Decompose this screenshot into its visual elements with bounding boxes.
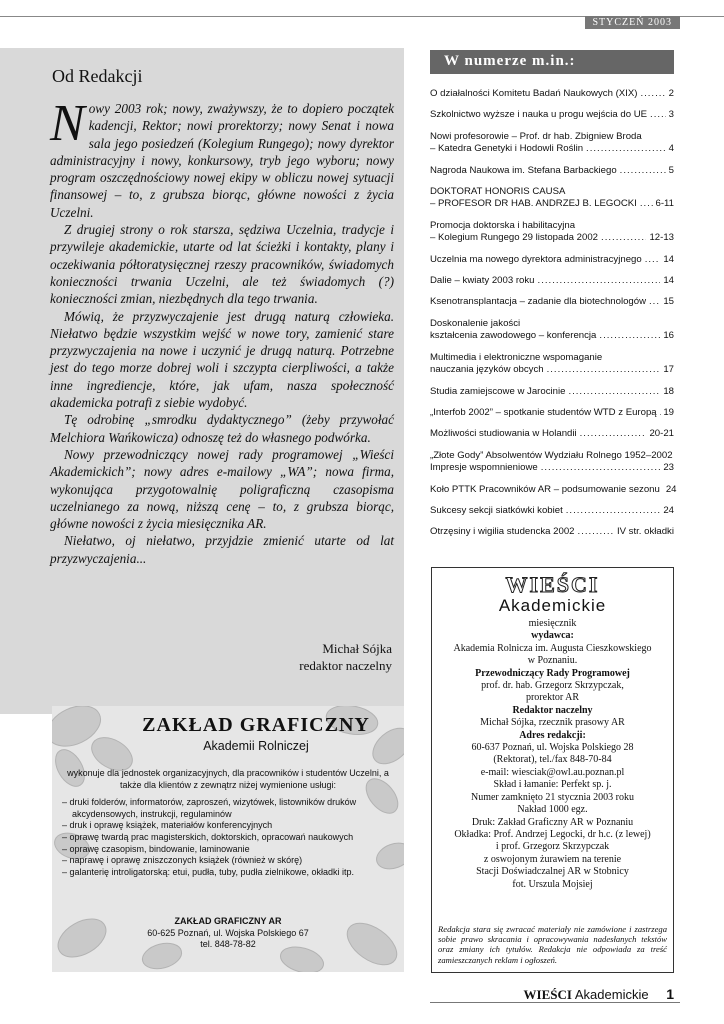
- toc-leader-dots: [601, 232, 646, 244]
- ad-title: ZAKŁAD GRAFICZNY: [142, 714, 370, 736]
- ad-service-item: – druki folderów, informatorów, zaproszeń, wizytówek, listowników druków akcydensowych, instrukcji, regulaminów: [62, 797, 357, 819]
- toc-item-title: nauczania języków obcych: [430, 364, 544, 376]
- toc-leader-dots: [578, 526, 614, 538]
- masthead-line: Akademia Rolnicza im. Augusta Cieszkowskiego: [453, 642, 652, 654]
- toc-item-line: [430, 88, 674, 100]
- masthead-line: Skład i łamanie: Perfekt sp. j.: [493, 779, 612, 791]
- editorial-paragraph: Nowy przewodniczący nowej rady programowej „Wieści Akademickich”; nowy adres e-mailowy „WA”; nowa firma, wykonująca przygotowalnię poligraficzną czasopisma uczelnianego za nową, niższą cenę – to, z grubsza biorąc, główne nowości z życia miesięcznika AR.: [50, 446, 394, 532]
- toc-leader-dots: [541, 462, 661, 474]
- toc-item[interactable]: [430, 505, 674, 517]
- toc-leader-dots: [599, 330, 660, 342]
- footer-brand-wiesci: WIEŚCI: [523, 987, 572, 1002]
- toc-item-page: 4: [668, 143, 674, 155]
- toc-item-title-line: Multimedia i elektroniczne wspomaganie: [430, 351, 603, 363]
- editorial-box: [0, 48, 404, 714]
- toc-leader-dots: [640, 88, 665, 100]
- ad-contact-name: ZAKŁAD GRAFICZNY AR: [174, 916, 282, 926]
- toc-item-line: [430, 386, 674, 398]
- toc-item-page: 17: [663, 364, 674, 376]
- masthead-line: (Rektorat), tel./fax 848-70-84: [493, 754, 612, 766]
- toc-item-title: Uczelnia ma nowego dyrektora administracyjnego: [430, 253, 642, 265]
- ad-intro: wykonuje dla jednostek organizacyjnych, dla pracowników i studentów Uczelni, a także dla klientów z zewnątrz niżej wymienione usługi:: [67, 768, 389, 790]
- toc-item-title-line: Nowi profesorowie – Prof. dr hab. Zbigniew Broda: [430, 130, 642, 142]
- toc-heading: W numerze m.in.:: [444, 53, 576, 69]
- page-footer: [524, 986, 674, 1003]
- ad-services-list: [62, 797, 394, 878]
- toc-item-title: kształcenia zawodowego – konferencja: [430, 330, 597, 342]
- masthead-line: i prof. Grzegorz Skrzypczak: [495, 841, 610, 853]
- ad-service-item: – oprawę czasopism, bindowanie, laminowanie: [62, 843, 250, 854]
- ad-contact-phone: tel. 848-78-82: [200, 939, 256, 949]
- toc-leader-dots: [660, 407, 661, 419]
- masthead-line: fot. Urszula Mojsiej: [512, 878, 593, 890]
- toc-item-page: IV str. okładki: [616, 526, 674, 538]
- toc-item-title-line: Promocja doktorska i habilitacyjna: [430, 219, 576, 231]
- toc-leader-dots: [620, 165, 666, 177]
- toc-item-title-line: DOKTORAT HONORIS CAUSA: [430, 186, 566, 198]
- toc-item-title: – Kolegium Rungego 29 listopada 2002: [430, 232, 599, 244]
- toc-item-page: 23: [663, 462, 674, 474]
- toc-item-page: 24: [665, 483, 677, 495]
- toc-item-page: 5: [668, 164, 674, 176]
- toc-item-title: Impresje wspomnieniowe: [430, 462, 538, 474]
- masthead-logo-wiesci: WIEŚCI: [505, 572, 600, 597]
- toc-leader-dots: [649, 296, 660, 308]
- editorial-body: [50, 95, 394, 567]
- masthead-logo-akademickie: Akademickie: [498, 596, 607, 615]
- masthead-box: [431, 567, 674, 973]
- editorial-paragraph: Mówią, że przyzwyczajenie jest drugą naturą człowieka. Niełatwo będzie wszystkim wejść w nowe tory, zamienić stare przyzwyczajenia na nowe i uczynić je drugą naturą. Potrzebne jest do tego morze dobrej woli i szczypta cierpliwości, a także inne ingrediencje, które, jak ufam, nasza społeczność akademicka potrafi z siebie wydobyć.: [50, 308, 394, 411]
- toc-item-page: 18: [663, 385, 674, 397]
- masthead-line: miesięcznik: [528, 618, 577, 629]
- toc-item-line: [430, 462, 674, 474]
- toc-item-line: [430, 232, 674, 244]
- toc-item-title: Nagroda Naukowa im. Stefana Barbackiego: [430, 164, 617, 176]
- toc-item-title: – Katedra Genetyki i Hodowli Roślin: [430, 143, 584, 155]
- toc-item[interactable]: [430, 109, 674, 121]
- toc-item[interactable]: [430, 386, 674, 398]
- toc-item[interactable]: [430, 254, 674, 266]
- editorial-signature: [299, 640, 392, 674]
- toc-leader-dots: [547, 364, 661, 376]
- toc-item-title: Sukcesy sekcji siatkówki kobiet: [430, 504, 563, 516]
- toc-item-line: [430, 254, 674, 266]
- toc-item-title: Studia zamiejscowe w Jarocinie: [430, 385, 566, 397]
- toc-item-line: [430, 275, 674, 287]
- toc-item-page: 12-13: [649, 232, 674, 244]
- ad-contact-address: 60-625 Poznań, ul. Wojska Polskiego 67: [147, 927, 309, 938]
- toc-heading-banner: [430, 50, 674, 74]
- masthead-line: wydawca:: [531, 630, 574, 642]
- toc-item-title: Otrzęsiny i wigilia studencka 2002: [430, 526, 575, 538]
- toc-item[interactable]: [430, 428, 674, 440]
- toc-item-title: Koło PTTK Pracowników AR – podsumowanie sezonu: [430, 483, 660, 495]
- ad-service-item: – naprawę i oprawę zniszczonych książek (również w skórę): [62, 855, 303, 866]
- toc-item[interactable]: [430, 165, 674, 177]
- ad-heading: [116, 714, 396, 753]
- toc-item-title-line: „Złote Gody” Absolwentów Wydziału Rolnego 1952–2002: [430, 449, 673, 461]
- masthead-line: z oswojonym żurawiem na terenie: [483, 853, 622, 865]
- ad-contact: [52, 916, 404, 951]
- toc-item[interactable]: [430, 483, 677, 496]
- toc-leader-dots: [568, 386, 660, 398]
- toc-item-line: [430, 505, 674, 517]
- toc-item[interactable]: [430, 88, 674, 100]
- toc-item-line: [430, 198, 674, 210]
- toc-leader-dots: [640, 198, 653, 210]
- page-number: 1: [666, 986, 674, 1002]
- toc-item-line: [430, 296, 674, 308]
- toc-leader-dots: [645, 254, 661, 266]
- toc-item[interactable]: [430, 296, 674, 308]
- drop-cap: N: [50, 95, 85, 152]
- masthead-line: 60-637 Poznań, ul. Wojska Polskiego 28: [471, 742, 634, 754]
- toc-item-page: 3: [668, 109, 674, 121]
- editorial-paragraph: Z drugiej strony o rok starsza, sędziwa Uczelnia, tradycje i przywileje akademickie, utarte od lat ścieżki i kontakty, plany i oczekiwania półtoratysięcznej rzeszy pracowników, świadomych konieczności trwania Uczelni, ale też świadomych (?) konieczności zmian, niezbędnych dla tego trwania.: [50, 222, 394, 307]
- toc-item[interactable]: [430, 131, 674, 156]
- toc-item-page: 2: [668, 88, 674, 99]
- toc-item-title: O działalności Komitetu Badań Naukowych (XIX): [430, 88, 638, 99]
- issue-month: STYCZEŃ 2003: [585, 16, 681, 29]
- editorial-paragraph: Tę odrobinę „smrodku dydaktycznego” (żeby przywołać Melchiora Wańkowicza) odnoszę też do własnego podwórka.: [50, 412, 394, 445]
- ad-service-item: – oprawę twardą prac magisterskich, doktorskich, opracowań naukowych: [62, 831, 354, 842]
- toc-item[interactable]: [430, 352, 674, 377]
- masthead-line: prof. dr. hab. Grzegorz Skrzypczak,: [481, 680, 624, 692]
- toc-item-page: 14: [663, 275, 674, 287]
- toc-item-title: Ksenotransplantacja – zadanie dla biotechnologów: [430, 296, 647, 308]
- toc-item-line: [430, 143, 674, 155]
- toc-item-page: 14: [663, 253, 674, 265]
- toc-item[interactable]: [430, 526, 674, 538]
- toc-item-page: 19: [663, 406, 674, 418]
- masthead-line: Adres redakcji:: [519, 729, 586, 741]
- masthead-line: Numer zamknięto 21 stycznia 2003 roku: [470, 791, 634, 803]
- toc-item-title: Dalie – kwiaty 2003 roku: [430, 275, 535, 287]
- masthead-line: Przewodniczący Rady Programowej: [475, 667, 630, 679]
- ad-subtitle: Akademii Rolniczej: [203, 739, 309, 753]
- toc-leader-dots: [650, 109, 666, 121]
- print-shop-ad: [52, 706, 404, 972]
- masthead-line: prorektor AR: [525, 692, 580, 704]
- toc-leader-dots: [580, 428, 647, 440]
- toc-item[interactable]: [430, 318, 674, 343]
- toc-item[interactable]: [430, 407, 674, 419]
- editorial-title: Od Redakcji: [52, 66, 143, 86]
- masthead-line: Nakład 1000 egz.: [517, 804, 588, 816]
- signature-role: redaktor naczelny: [299, 658, 392, 673]
- toc-item[interactable]: [430, 220, 674, 245]
- masthead-note: Redakcja stara się zwracać materiały nie zamówione i zastrzega sobie prawo skracania i opracowywania nadesłanych tekstów oraz zmiany ich tytułów. Redakcja nie odpowiada za treść zamieszczanych reklam i ogłoszeń.: [438, 924, 667, 965]
- toc-item-page: 15: [663, 296, 674, 308]
- masthead-line: Stacji Doświadczalnej AR w Stobnicy: [476, 866, 629, 878]
- toc-item[interactable]: [430, 186, 674, 211]
- masthead-line: Druk: Zakład Graficzny AR w Poznaniu: [471, 816, 634, 828]
- toc-item-line: [430, 428, 674, 440]
- masthead-line: w Poznaniu.: [527, 655, 578, 667]
- editorial-paragraph: Nowy 2003 rok; nowy, zważywszy, że to dopiero początek kadencji, Rektor; nowi prorektorzy; nowy Senat i nowa sala jego posiedzeń (Kolegium Rungego); nowy dyrektor administracyjny i nowy, konkursowy, tryb jego wyboru; nowy program oszczędnościowy nowej ekipy w obliczu nowej sytuacji finansowej – to, z grubsza biorąc, główne nowości z życia Uczelni.: [50, 95, 394, 220]
- toc-item-title: „Interfob 2002” – spotkanie studentów WTD z Europą: [430, 406, 657, 418]
- toc-item-title: – PROFESOR DR HAB. ANDRZEJ B. LEGOCKI: [430, 198, 637, 210]
- masthead-line: e-mail: wiesciak@owl.au.poznan.pl: [480, 766, 625, 778]
- toc-item-page: 24: [663, 504, 674, 516]
- toc-item-page: 16: [663, 330, 674, 342]
- ad-service-item: – galanterię introligatorską: etui, pudła, tuby, pudła zielnikowe, okładki itp.: [62, 866, 355, 877]
- toc-leader-dots: [586, 143, 666, 155]
- toc-item-page: 6-11: [655, 198, 674, 210]
- toc-item-line: [430, 407, 674, 419]
- masthead-line: Michał Sójka, rzecznik prasowy AR: [480, 717, 625, 729]
- toc-item-title: Możliwości studiowania w Holandii: [430, 428, 577, 440]
- toc-item-line: [430, 109, 674, 121]
- signature-name: Michał Sójka: [322, 641, 392, 656]
- toc-item-title-line: Doskonalenie jakości: [430, 317, 521, 329]
- toc-item-line: [430, 526, 674, 538]
- toc-item[interactable]: [430, 450, 674, 475]
- editorial-paragraph: Niełatwo, oj niełatwo, przyjdzie zmienić utarte od lat przyzwyczajenia...: [50, 533, 394, 566]
- footer-brand-akademickie: Akademickie: [574, 987, 649, 1002]
- toc-item-line: [430, 483, 677, 496]
- toc-item-line: [430, 165, 674, 177]
- toc-leader-dots: [566, 505, 661, 517]
- toc-item[interactable]: [430, 275, 674, 287]
- ad-body: [62, 768, 394, 878]
- toc-leader-dots: [538, 275, 661, 287]
- masthead-line: Okładka: Prof. Andrzej Legocki, dr h.c. (z lewej): [454, 828, 651, 840]
- toc-item-page: 20-21: [649, 428, 674, 440]
- ad-service-item: – druk i oprawę książek, materiałów konferencyjnych: [62, 820, 273, 831]
- toc-item-line: [430, 364, 674, 376]
- toc-item-title: Szkolnictwo wyższe i nauka u progu wejścia do UE: [430, 109, 648, 121]
- masthead-info: [436, 618, 669, 891]
- footer-rule: [430, 1002, 680, 1003]
- table-of-contents: [430, 88, 677, 548]
- toc-item-line: [430, 330, 674, 342]
- masthead-line: Redaktor naczelny: [512, 704, 593, 716]
